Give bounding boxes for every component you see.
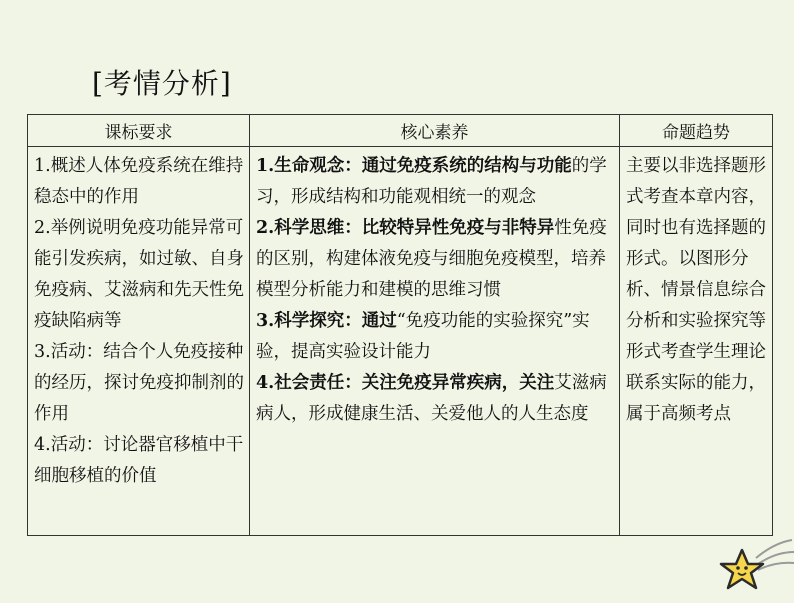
literacy-text: 的学习，形成结构和功能观相统一的观念 <box>256 156 607 207</box>
exam-trend-cell <box>620 147 773 536</box>
section-title: [考情分析] <box>92 67 232 100</box>
literacy-text: 艾滋病病人，形成健康生活、关爱他人的人生态度 <box>256 373 607 424</box>
table-header-row <box>28 115 773 147</box>
literacy-label: 2.科学思维：比较特异性免疫与非特异 <box>256 218 555 238</box>
header-core-literacy: 核心素养 <box>250 115 620 147</box>
header-exam-trend: 命题趋势 <box>620 115 773 147</box>
requirement-item: 1.概述人体免疫系统在维持稳态中的作用 <box>34 156 244 207</box>
core-literacy-cell <box>250 147 620 536</box>
literacy-item <box>256 151 615 213</box>
literacy-item <box>256 213 615 306</box>
literacy-text: “免疫功能的实验探究”实验，提高实验设计能力 <box>256 311 590 362</box>
literacy-text: 性免疫的区别，构建体液免疫与细胞免疫模型，培养模型分析能力和建模的思维习惯 <box>256 218 607 300</box>
literacy-label: 3.科学探究：通过 <box>256 311 397 331</box>
curriculum-requirements-cell <box>28 147 250 536</box>
shooting-star-icon <box>712 528 794 603</box>
header-curriculum-requirements: 课标要求 <box>28 115 250 147</box>
table-row <box>28 147 773 536</box>
requirement-item: 2.举例说明免疫功能异常可能引发疾病，如过敏、自身免疫病、艾滋病和先天性免疫缺陷病等 <box>34 218 244 331</box>
literacy-item <box>256 306 615 368</box>
literacy-label: 4.社会责任：关注免疫异常疾病，关注 <box>256 373 555 393</box>
requirement-item: 4.活动：讨论器官移植中干细胞移植的价值 <box>34 435 244 486</box>
literacy-label: 1.生命观念：通过免疫系统的结构与功能 <box>256 156 572 176</box>
trend-text: 主要以非选择题形式考查本章内容，同时也有选择题的形式。以图形分析、情景信息综合分析和实验探究等形式考查学生理论联系实际的能力，属于高频考点 <box>626 156 766 424</box>
exam-analysis-table <box>27 114 773 536</box>
literacy-item <box>256 368 615 430</box>
requirement-item: 3.活动：结合个人免疫接种的经历，探讨免疫抑制剂的作用 <box>34 342 244 424</box>
